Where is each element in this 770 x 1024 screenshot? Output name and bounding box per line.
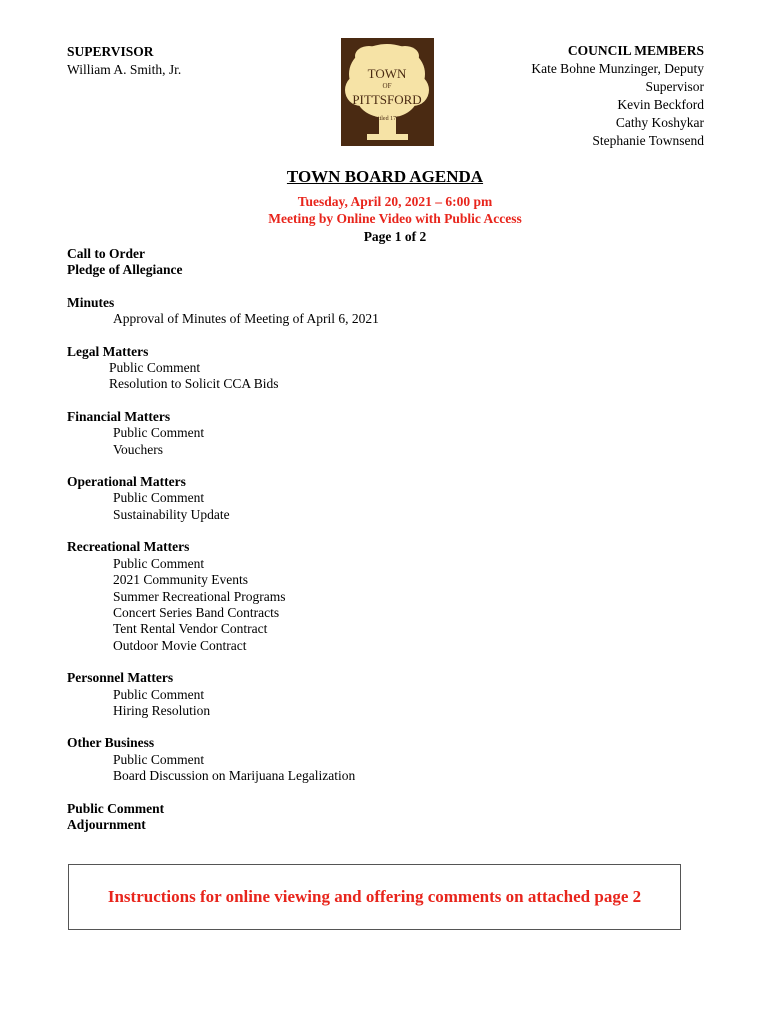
agenda-item: Public Comment: [113, 555, 205, 571]
logo-town-text: TOWN: [367, 66, 407, 81]
agenda-item: Concert Series Band Contracts: [113, 604, 280, 620]
agenda-item: Approval of Minutes of Meeting of April 6, 2021: [113, 311, 379, 327]
instructions-notice-box: [68, 864, 681, 930]
logo-settled-text: Settled 1789: [371, 116, 403, 122]
agenda-item: Hiring Resolution: [113, 702, 211, 718]
agenda-list: [67, 246, 379, 833]
meeting-format: Meeting by Online Video with Public Access: [268, 211, 522, 226]
meeting-date: Tuesday, April 20, 2021 – 6:00 pm: [297, 194, 493, 209]
supervisor-block: [67, 43, 181, 79]
supervisor-name: William A. Smith, Jr.: [67, 62, 182, 77]
council-line: Cathy Koshykar: [615, 115, 704, 130]
instructions-notice-text: Instructions for online viewing and offering comments on attached page 2: [107, 887, 642, 906]
section-minutes-title: Minutes: [67, 294, 115, 310]
supervisor-heading: SUPERVISOR: [67, 44, 154, 59]
logo-of-text: OF: [382, 82, 392, 90]
agenda-item: Board Discussion on Marijuana Legalization: [113, 768, 356, 784]
agenda-item: Vouchers: [113, 441, 163, 457]
agenda-adjournment: Adjournment: [67, 816, 146, 832]
section-recreational-title: Recreational Matters: [67, 539, 190, 555]
agenda-item: Outdoor Movie Contract: [113, 637, 247, 653]
agenda-pledge: Pledge of Allegiance: [67, 262, 183, 278]
section-legal-title: Legal Matters: [67, 343, 149, 359]
section-operational-title: Operational Matters: [67, 474, 186, 490]
agenda-item: Summer Recreational Programs: [113, 588, 286, 604]
agenda-public-comment: Public Comment: [67, 800, 165, 816]
council-line: Kate Bohne Munzinger, Deputy: [531, 61, 704, 76]
council-line: Kevin Beckford: [617, 97, 704, 112]
council-members-block: [531, 42, 704, 150]
agenda-item: Resolution to Solicit CCA Bids: [109, 376, 279, 392]
section-financial-title: Financial Matters: [67, 408, 171, 424]
agenda-title: TOWN BOARD AGENDA: [286, 167, 484, 186]
agenda-item: 2021 Community Events: [113, 572, 248, 588]
agenda-item: Public Comment: [113, 686, 205, 702]
agenda-item: Public Comment: [113, 490, 205, 506]
agenda-item: Tent Rental Vendor Contract: [113, 621, 268, 637]
section-other-business-title: Other Business: [67, 735, 155, 751]
page-number: Page 1 of 2: [363, 229, 427, 244]
council-line: Stephanie Townsend: [592, 133, 704, 148]
council-heading: COUNCIL MEMBERS: [567, 43, 704, 58]
agenda-item: Sustainability Update: [113, 506, 230, 522]
logo-pittsford-text: PITTSFORD: [352, 92, 422, 107]
agenda-item: Public Comment: [113, 751, 205, 767]
agenda-item: Public Comment: [113, 425, 205, 441]
agenda-item: Public Comment: [109, 360, 201, 376]
section-personnel-title: Personnel Matters: [67, 670, 174, 686]
town-logo: [341, 38, 434, 146]
agenda-call-to-order: Call to Order: [67, 246, 145, 261]
council-line: Supervisor: [645, 79, 704, 94]
